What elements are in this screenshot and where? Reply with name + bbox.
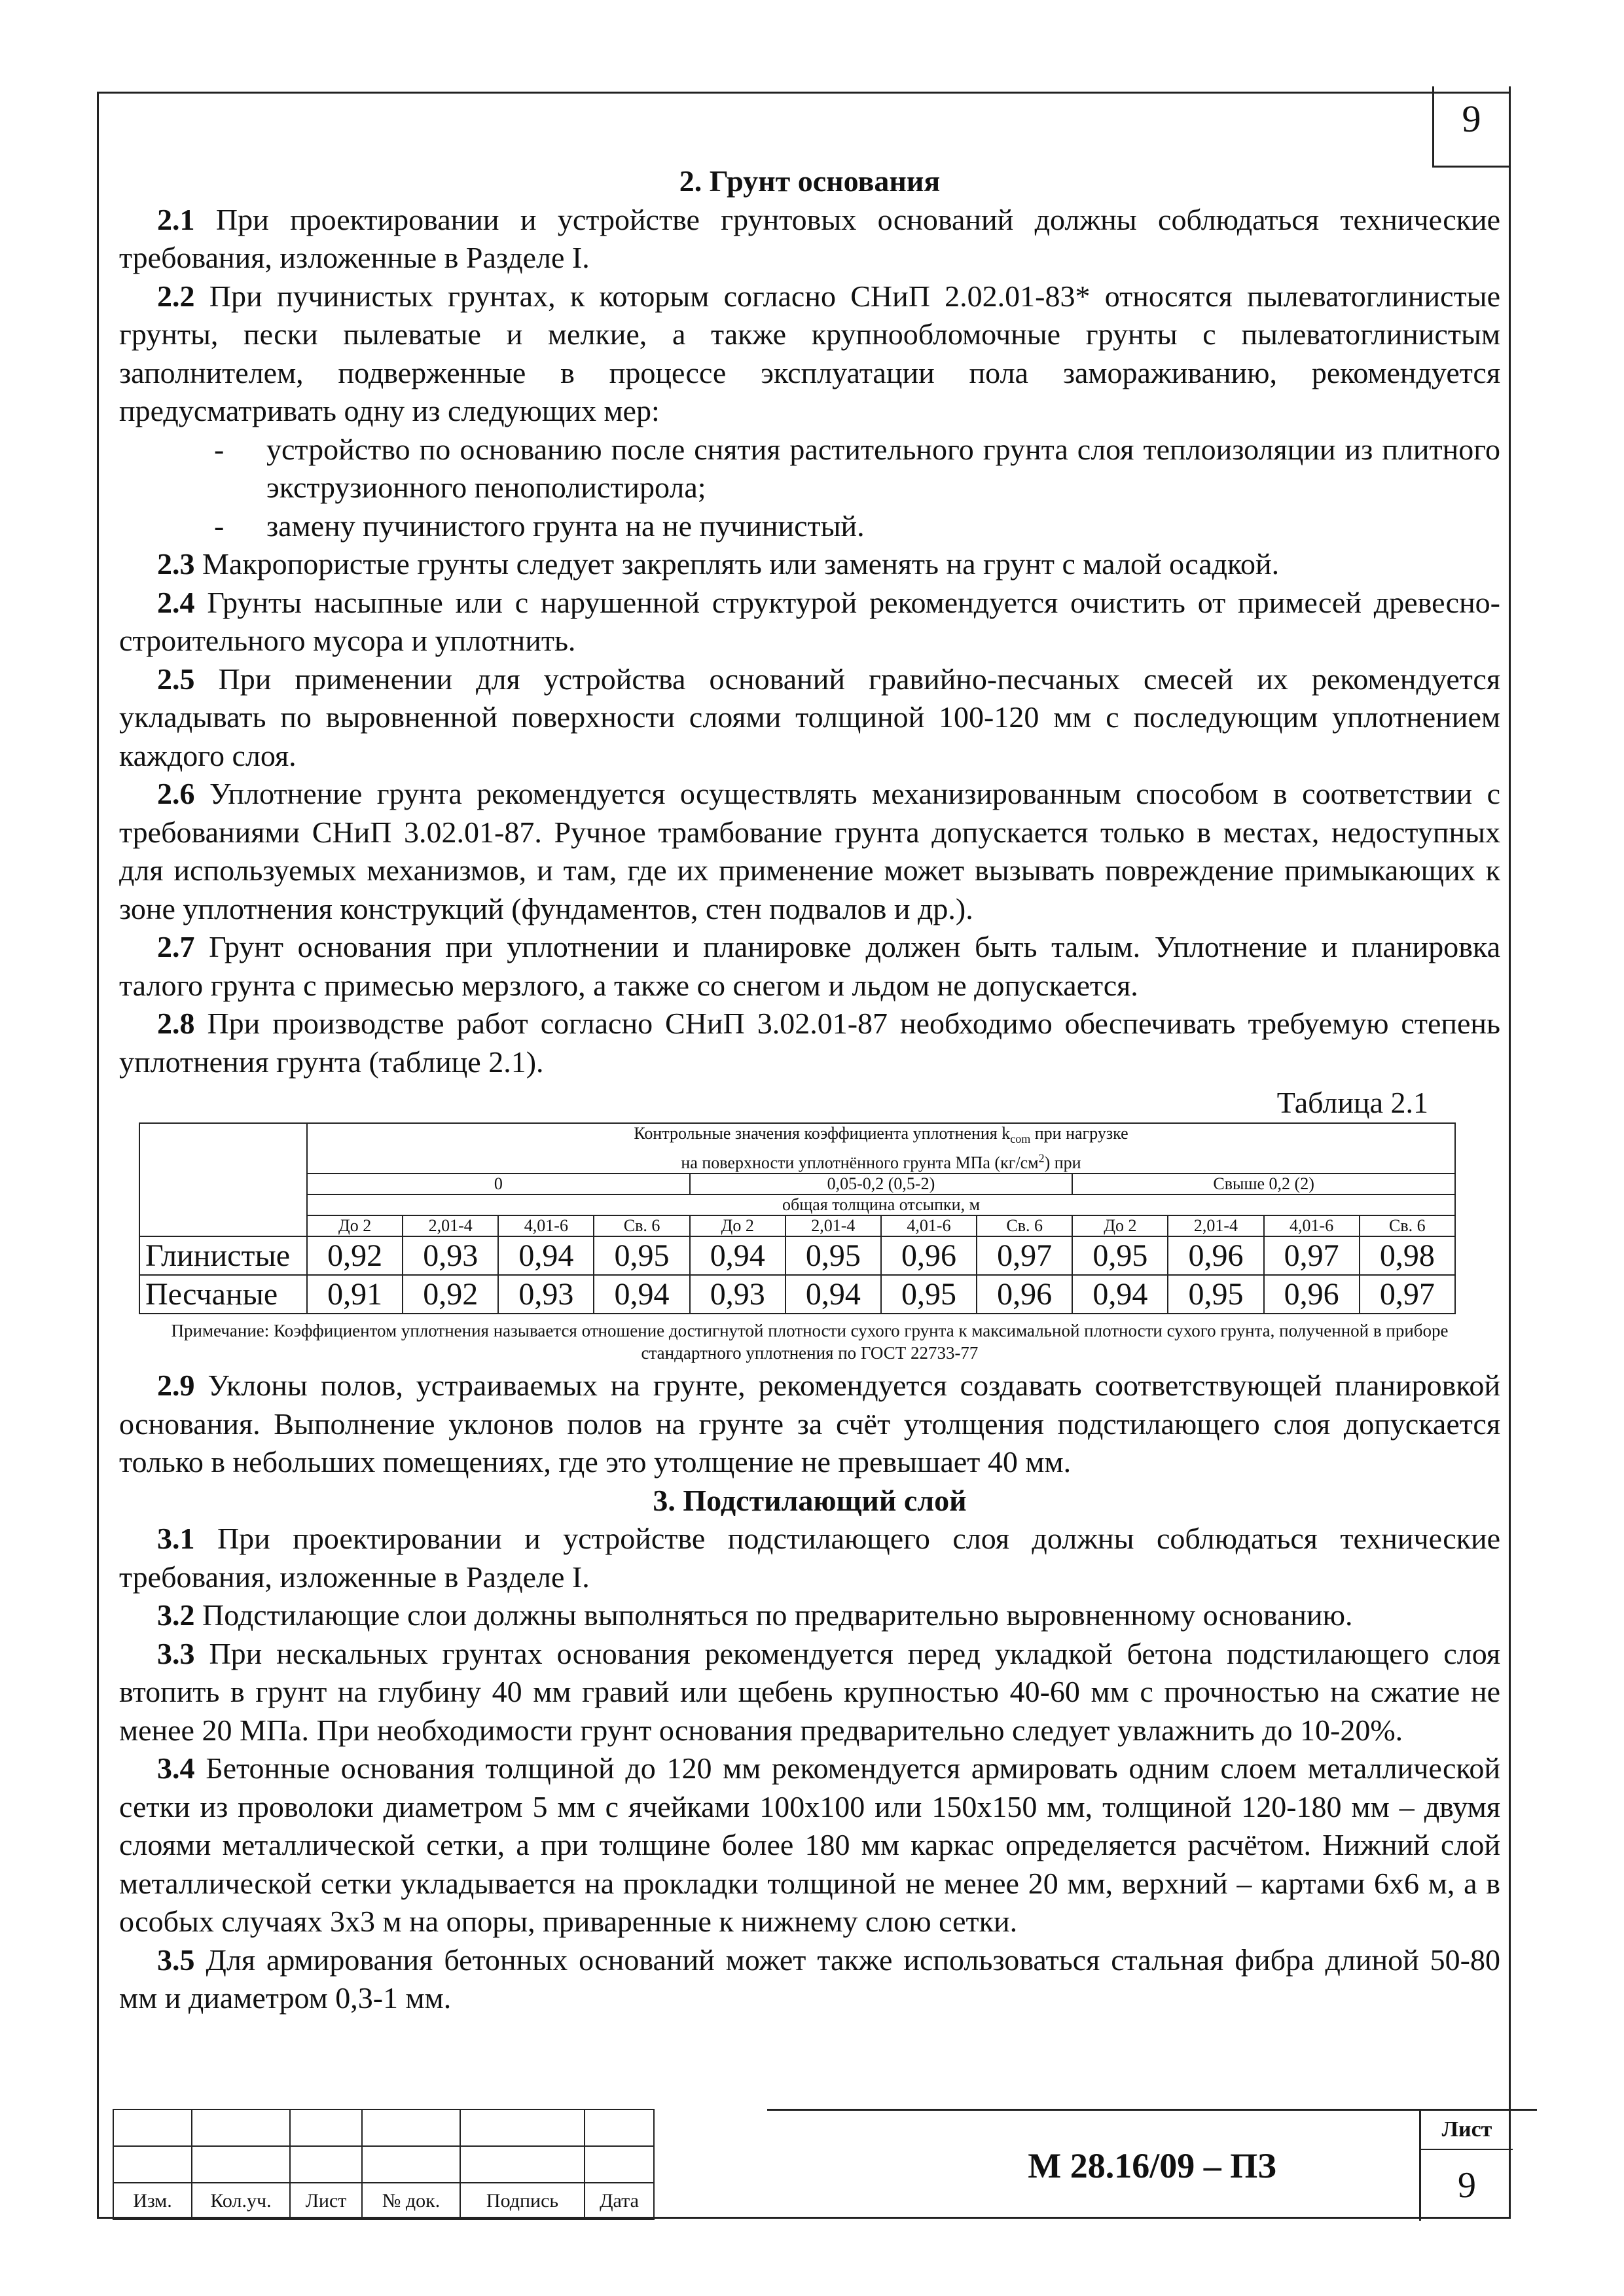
subcolumn-header-row [139,1215,1455,1236]
subcolumn-header: До 2 [690,1215,785,1236]
paragraph-number: 2.5 [157,662,195,696]
section-2-title: 2. Грунт основания [679,164,941,198]
table-cell: 0,97 [1360,1275,1455,1314]
paragraph-text: Для армирования бетонных оснований может также использоваться стальная фибра длиной 50-80 мм и диаметром 0,3-1 мм. [119,1943,1500,2015]
table-row [139,1275,1455,1314]
bullet-dash: - [214,432,225,466]
header-superscript: 2 [1038,1151,1045,1165]
revision-cell [192,2146,290,2183]
revision-cell [585,2109,654,2146]
paragraph-number: 3.4 [157,1751,195,1785]
paragraph-3-5 [119,1941,1500,2018]
table-caption: Таблица 2.1 [1276,1086,1428,1119]
header-text: на поверхности уплотнённого грунта МПа (кг/см [681,1153,1039,1173]
table-cell: 0,93 [690,1275,785,1314]
table-cell: 0,92 [307,1236,403,1275]
revision-cell [113,2146,192,2183]
paragraph-number: 2.3 [157,547,195,581]
table-cell: 0,94 [785,1275,881,1314]
header-text: ) при [1044,1153,1081,1173]
paragraph-text: При применении для устройства оснований гравийно-песчаных смесей их рекомендуется укладывать по выровненной поверхности слоями толщиной 100-120 мм с последующим уплотнением каждого слоя. [119,662,1500,772]
bullet-text: замену пучинистого грунта на не пучинистый. [266,509,865,543]
table-cell: 0,94 [594,1275,689,1314]
paragraph-text: При нескальных грунтах основания рекомендуется перед укладкой бетона подстилающего слоя втопить в грунт на глубину 40 мм гравий или щебень крупностью 40-60 мм с прочностью на сжатие не менее 20 МПа. При необходимости грунт основания предварительно следует увлажнить до 10-20%. [119,1636,1500,1747]
paragraph-number: 2.4 [157,585,195,619]
paragraph-number: 3.1 [157,1522,195,1556]
revision-cell [113,2109,192,2146]
revision-cell [192,2109,290,2146]
table-cell: 0,97 [1264,1236,1360,1275]
paragraph-text: Макропористые грунты следует закреплять или заменять на грунт с малой осадкой. [194,547,1280,581]
group-header: 0,05-0,2 (0,5-2) [690,1174,1073,1194]
table-corner-cell [139,1123,307,1237]
subcolumn-header: 4,01-6 [881,1215,977,1236]
table-row [139,1236,1455,1275]
subcolumn-header: 2,01-4 [785,1215,881,1236]
stamp-col-label: Подпись [460,2183,585,2219]
paragraph-number: 2.1 [157,202,195,236]
revision-table [113,2109,655,2220]
table-cell: 0,95 [594,1236,689,1275]
paragraph-number: 2.2 [157,279,195,313]
paragraph-number: 3.2 [157,1598,195,1632]
revision-cell [585,2146,654,2183]
table-cell: 0,92 [403,1275,498,1314]
table-cell: 0,93 [403,1236,498,1275]
page-number-box: 9 [1432,86,1511,168]
table-cell: 0,96 [1168,1236,1263,1275]
group-header: Свыше 0,2 (2) [1072,1174,1455,1194]
paragraph-number: 3.5 [157,1943,195,1977]
bullet-item [119,431,1500,507]
table-note: Примечание: Коэффициентом уплотнения называется отношение достигнутой плотности сухого грунта к максимальной плотности сухого грунта, полученной в приборе стандартного уплотнения по ГОСТ 22733-77 [171,1321,1449,1363]
subcolumn-header: До 2 [307,1215,403,1236]
header-line-2 [681,1153,1081,1172]
revision-cell [362,2109,460,2146]
thickness-header: общая толщина отсыпки, м [307,1194,1455,1215]
subcolumn-header: До 2 [1072,1215,1168,1236]
group-header: 0 [307,1174,690,1194]
revision-cell [290,2146,362,2183]
sheet-label: Лист [1421,2111,1513,2150]
stamp-col-label: Дата [585,2183,654,2219]
subcolumn-header: 4,01-6 [1264,1215,1360,1236]
stamp-col-label: Лист [290,2183,362,2219]
paragraph-3-4 [119,1749,1500,1941]
document-body [119,162,1500,2018]
sheet-number: 9 [1458,2165,1476,2206]
table-cell: 0,94 [498,1236,594,1275]
bullet-dash: - [214,509,225,543]
table-cell: 0,94 [690,1236,785,1275]
paragraph-text: При проектировании и устройстве подстилающего слоя должны соблюдаться технические требования, изложенные в Разделе I. [119,1522,1500,1594]
row-label: Глинистые [139,1236,307,1275]
revision-cell [362,2146,460,2183]
paragraph-3-2 [119,1596,1500,1635]
paragraph-3-3 [119,1635,1500,1750]
header-text: Контрольные значения коэффициента уплотнения k [634,1123,1011,1143]
paragraph-2-8 [119,1005,1500,1081]
header-text: при нагрузке [1030,1123,1128,1143]
paragraph-text: При производстве работ согласно СНиП 3.02.01-87 необходимо обеспечивать требуемую степень уплотнения грунта (таблице 2.1). [119,1007,1500,1079]
subcolumn-header: 4,01-6 [498,1215,594,1236]
section-3-title: 3. Подстилающий слой [653,1483,967,1517]
header-line-1 [634,1124,1128,1143]
paragraph-text: Подстилающие слои должны выполняться по предварительно выровненному основанию. [194,1598,1353,1632]
stamp-col-label: № док. [362,2183,460,2219]
paragraph-2-3 [119,545,1500,584]
subcolumn-header: 2,01-4 [1168,1215,1263,1236]
revision-cell [290,2109,362,2146]
paragraph-text: При пучинистых грунтах, к которым согласно СНиП 2.02.01-83* относятся пылеватоглинистые грунты, пески пылеватые и мелкие, а также крупнообломочные грунты с пылеватоглинистым заполнителем, подверженные в процессе эксплуатации пола замораживанию, рекомендуется предусматривать одну из следующих мер: [119,279,1500,427]
paragraph-text: Уплотнение грунта рекомендуется осуществлять механизированным способом в соответствии с требованиями СНиП 3.02.01-87. Ручное трамбование грунта допускается только в местах, недоступных для используемых механизмов, и там, где их применение может вызывать повреждение примыкающих к зоне уплотнения конструкций (фундаментов, стен подвалов и др.). [119,777,1500,925]
stamp-col-label: Кол.уч. [192,2183,290,2219]
paragraph-2-6 [119,775,1500,928]
revision-cell [460,2146,585,2183]
table-cell: 0,95 [881,1275,977,1314]
paragraph-2-1 [119,201,1500,278]
revision-cell [460,2109,585,2146]
paragraph-number: 2.7 [157,930,195,963]
paragraph-number: 3.3 [157,1636,195,1670]
paragraph-text: Грунты насыпные или с нарушенной структурой рекомендуется очистить от примесей древесно-строительного мусора и уплотнить. [119,585,1500,657]
bullet-text: устройство по основанию после снятия растительного грунта слоя теплоизоляции из плитного экструзионного пенополистирола; [266,432,1500,504]
sheet-box [1419,2109,1513,2221]
bullet-item [119,507,1500,546]
table-cell: 0,95 [1072,1236,1168,1275]
paragraph-text: Уклоны полов, устраиваемых на грунте, рекомендуется создавать соответствующей планировкой основания. Выполнение уклонов полов на грунте за счёт утолщения подстилающего слоя допускается только в небольших помещениях, где это утолщение не превышает 40 мм. [119,1369,1500,1479]
paragraph-2-5 [119,660,1500,776]
table-cell: 0,95 [785,1236,881,1275]
table-cell: 0,96 [881,1236,977,1275]
subcolumn-header: Св. 6 [594,1215,689,1236]
paragraph-number: 2.9 [157,1369,195,1403]
table-cell: 0,96 [1264,1275,1360,1314]
header-subscript: com [1010,1132,1031,1145]
document-code: М 28.16/09 – ПЗ [767,2109,1537,2221]
paragraph-2-4 [119,584,1500,660]
table-cell: 0,95 [1168,1275,1263,1314]
stamp-col-label: Изм. [113,2183,192,2219]
table-cell: 0,91 [307,1275,403,1314]
paragraph-2-9 [119,1367,1500,1482]
paragraph-number: 2.8 [157,1007,195,1040]
paragraph-text: Бетонные основания толщиной до 120 мм рекомендуется армировать одним слоем металлической сетки из проволоки диаметром 5 мм с ячейками 100х100 или 150х150 мм, толщиной 120-180 мм – двумя слоями металлической сетки, а при толщине более 180 мм каркас определяется расчётом. Нижний слой металлической сетки укладывается на прокладки толщиной не менее 20 мм, верхний – картами 6х6 м, а в особых случаях 3х3 м на опоры, приваренные к нижнему слою сетки. [119,1751,1500,1939]
table-cell: 0,94 [1072,1275,1168,1314]
subcolumn-header: Св. 6 [1360,1215,1455,1236]
title-block [113,2109,1511,2219]
row-label: Песчаные [139,1275,307,1314]
table-cell: 0,93 [498,1275,594,1314]
paragraph-2-7 [119,928,1500,1005]
paragraph-3-1 [119,1520,1500,1596]
paragraph-text: Грунт основания при уплотнении и планировке должен быть талым. Уплотнение и планировка талого грунта с примесью мерзлого, а также со снегом и льдом не допускается. [119,930,1500,1002]
compaction-table [139,1122,1456,1315]
table-cell: 0,97 [977,1236,1072,1275]
paragraph-number: 2.6 [157,777,195,810]
subcolumn-header: Св. 6 [977,1215,1072,1236]
paragraph-2-2 [119,278,1500,431]
table-cell: 0,96 [977,1275,1072,1314]
paragraph-text: При проектировании и устройстве грунтовых оснований должны соблюдаться технические требования, изложенные в Разделе I. [119,202,1500,274]
subcolumn-header: 2,01-4 [403,1215,498,1236]
table-header-title [307,1123,1455,1174]
table-cell: 0,98 [1360,1236,1455,1275]
